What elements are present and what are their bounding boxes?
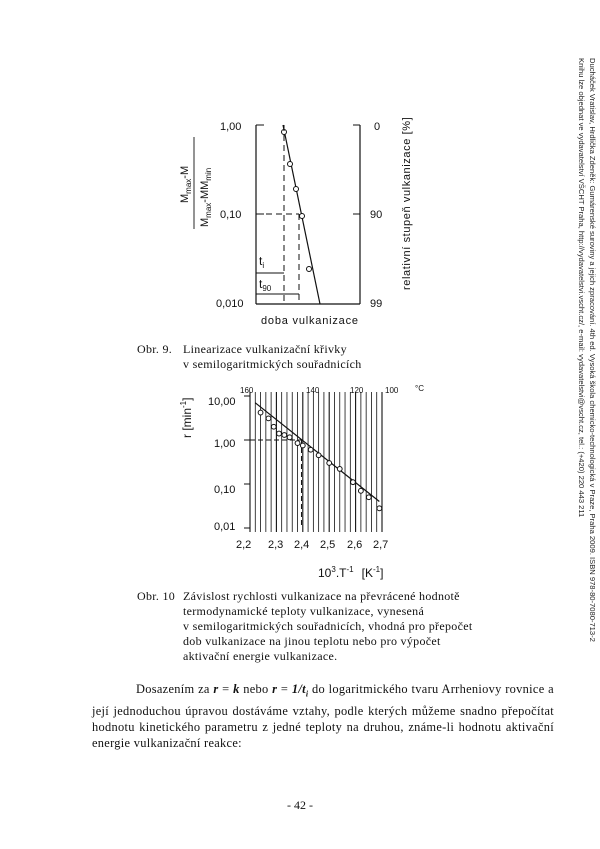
fig9-right-tick-2: 90 bbox=[370, 209, 383, 221]
fig9-right-tick-1: 0 bbox=[374, 121, 381, 133]
fig9-ti-label: $t_i$ bbox=[259, 254, 265, 270]
fig10-xtick-5: 2,6 bbox=[347, 539, 363, 551]
fig10-caption-line2: termodynamické teploty vulkanizace, vynesená bbox=[183, 604, 425, 618]
fig10-xtick-2: 2,3 bbox=[268, 539, 284, 551]
figure-9-caption bbox=[137, 342, 362, 372]
fig9-right-axis-label: relativní stupeň vulkanizace [%] bbox=[401, 116, 413, 290]
fig9-point bbox=[294, 187, 299, 192]
fig9-right-tick-3: 99 bbox=[370, 298, 383, 310]
fig10-data-point bbox=[295, 441, 300, 446]
fig10-top-tick-4: 100 bbox=[385, 386, 399, 395]
fig10-data-point bbox=[300, 443, 305, 448]
fig10-ytick-1: 10,00 bbox=[208, 396, 236, 408]
fig10-data-point bbox=[282, 433, 287, 438]
fig10-top-tick-1: 160 bbox=[240, 386, 254, 395]
fig10-data-point bbox=[258, 410, 263, 415]
fig9-point bbox=[288, 162, 293, 167]
fig9-caption-label: Obr. 9. bbox=[137, 342, 173, 356]
fig10-top-tick-3: 120 bbox=[350, 386, 364, 395]
citation-line-1: Ducháček Vratislav, Hrdlička Zdeněk: Gumárenské suroviny a jejich zpracování. 4th ed. Vysoká škola chemicko-technologická v Praze, Praha 2009. ISBN 978-80-7080-713-2 bbox=[588, 58, 597, 642]
fig10-top-tick-2: 140 bbox=[306, 386, 320, 395]
fig10-xtick-3: 2,4 bbox=[294, 539, 310, 551]
fig10-top-unit: °C bbox=[415, 384, 424, 393]
fig9-ytick-2: 0,10 bbox=[220, 209, 242, 221]
fig10-caption-line3: v semilogaritmických souřadnicích, vhodná pro přepočet bbox=[183, 619, 473, 633]
body-paragraph: Dosazením za r = k nebo $r = 1/t_i$ do logaritmického tvaru Arrheniovy rovnice a její jednoduchou úpravou dostáváme vztahy, podle kterých můžeme snadno přepočítat hodnotu kinetického parametru z jedné teploty na druhou, známe-li hodnotu aktivační energie vulkanizační reakce: bbox=[92, 682, 554, 751]
fig10-caption-line4: dob vulkanizace na jinou teplotu nebo pro výpočet bbox=[183, 634, 441, 648]
fig10-xtick-1: 2,2 bbox=[236, 539, 252, 551]
fig10-data-point bbox=[337, 467, 342, 472]
citation-line-2: Knihu lze objednat ve vydavatelství VŠCHT Praha, http://vydavatelstvi.vscht.cz/, e-mail: vydavatelstvi@vscht.cz, tel.: (+420) 220 443 211 bbox=[577, 58, 586, 518]
fig10-data-point bbox=[266, 416, 271, 421]
fig9-x-axis-label: doba vulkanizace bbox=[261, 315, 359, 327]
page-number: - 42 - bbox=[287, 798, 313, 812]
svg-text:Mmax-M: $M_{max}-M$ bbox=[179, 165, 193, 203]
figure-9 bbox=[160, 85, 430, 335]
fig9-ytick-3: 0,010 bbox=[216, 298, 244, 310]
figure-10 bbox=[170, 378, 450, 583]
fig10-data-point bbox=[351, 480, 356, 485]
fig10-caption-label: Obr. 10 bbox=[137, 589, 176, 603]
fig9-t90-label: $t_{90}$ bbox=[259, 277, 272, 293]
fig10-caption-line1: Závislost rychlosti vulkanizace na převrácené hodnotě bbox=[183, 589, 460, 603]
fig10-data-point bbox=[277, 431, 282, 436]
fig10-data-point bbox=[287, 435, 292, 440]
figure-10-caption bbox=[137, 589, 472, 664]
fig10-caption-line5: aktivační energie vulkanizace. bbox=[183, 649, 338, 663]
fig10-data-point bbox=[316, 453, 321, 458]
citation-sidebar bbox=[568, 58, 598, 642]
fig10-data-point bbox=[377, 506, 382, 511]
fig10-data-point bbox=[271, 424, 276, 429]
fig10-xtick-4: 2,5 bbox=[320, 539, 336, 551]
fig9-point bbox=[300, 214, 305, 219]
fig10-ytick-3: 0,10 bbox=[214, 484, 236, 496]
fig10-x-axis-label: $10^3.T^{-1}$ $[K^{-1}]$ bbox=[318, 565, 384, 580]
fig10-data-point bbox=[308, 447, 313, 452]
fig10-ytick-2: 1,00 bbox=[214, 438, 236, 450]
fig9-caption-line1: Linearizace vulkanizační křivky bbox=[183, 342, 347, 356]
fig9-point bbox=[307, 267, 312, 272]
fig9-caption-line2: v semilogaritmických souřadnicích bbox=[183, 357, 362, 371]
fig10-y-axis-label: r $[\min^{-1}]$ bbox=[179, 397, 194, 438]
fig10-data-point bbox=[327, 461, 332, 466]
fig9-y-axis-label bbox=[179, 137, 213, 229]
fig9-ytick-1: 1,00 bbox=[220, 121, 242, 133]
fig10-data-point bbox=[366, 495, 371, 500]
fig10-data-point bbox=[358, 488, 363, 493]
fig10-ytick-4: 0,01 bbox=[214, 521, 236, 533]
svg-text:Mmax-MMmin: $M_{max}-MM_{min}$ bbox=[199, 167, 213, 227]
fig10-xtick-6: 2,7 bbox=[373, 539, 389, 551]
